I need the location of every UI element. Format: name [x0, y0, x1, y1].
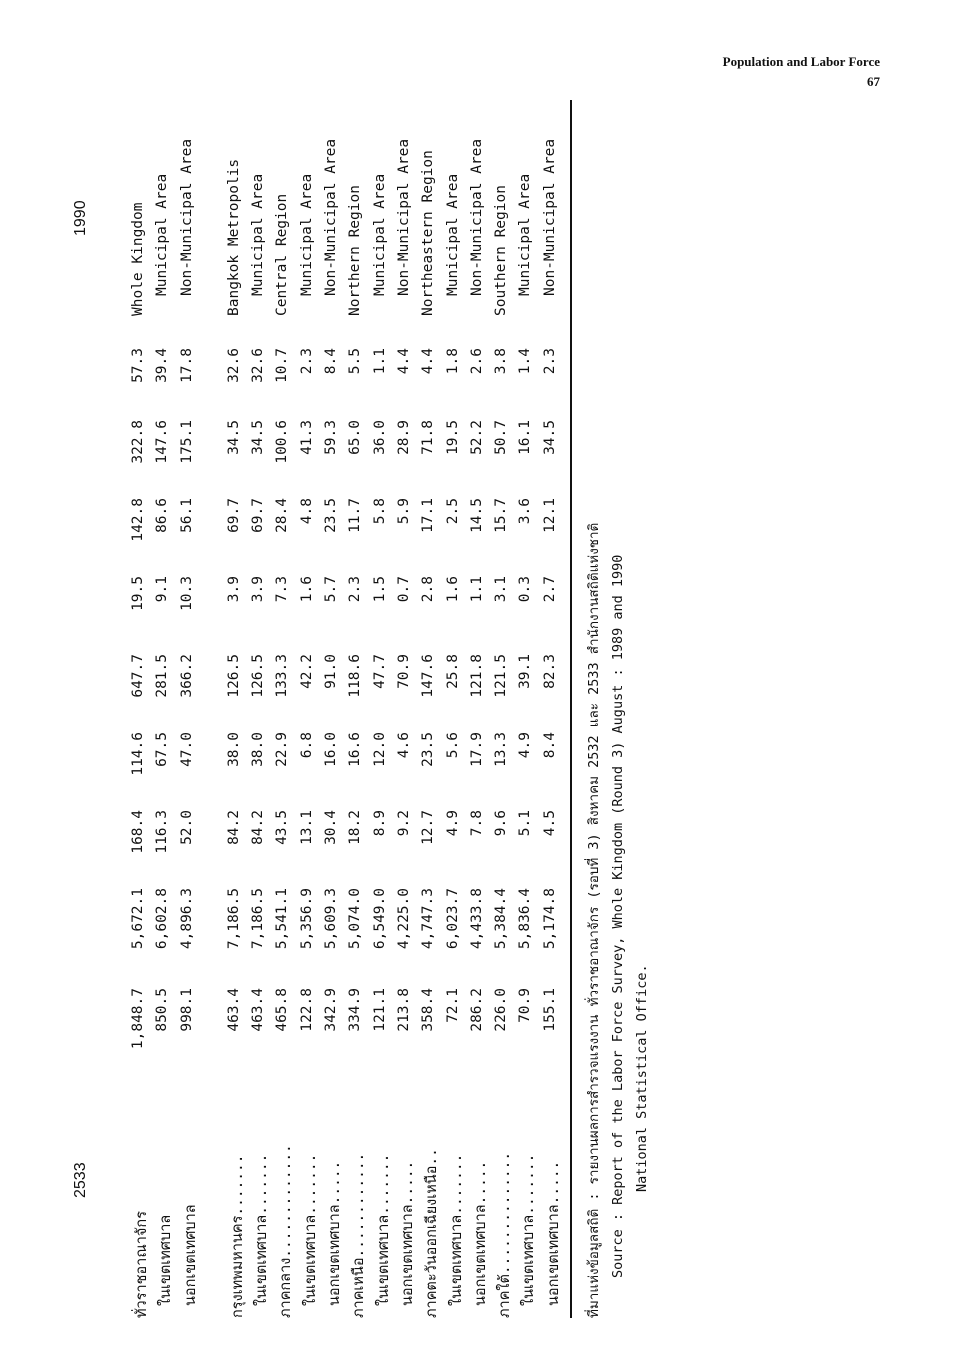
table-cell: 23.5	[420, 732, 437, 767]
running-head-title: Population and Labor Force	[722, 54, 880, 69]
table-row	[130, 98, 154, 1318]
table-cell: 50.7	[493, 420, 510, 455]
row-label-english: Northern Region	[347, 185, 364, 316]
table-cell: 3.8	[493, 348, 510, 375]
row-label-english: Non-Municipal Area	[178, 138, 195, 296]
table-cell: 4.9	[444, 810, 461, 837]
table-cell: 38.0	[225, 732, 242, 767]
table-cell: 34.5	[225, 420, 242, 455]
table-cell: 147.6	[420, 654, 437, 698]
table-cell: 19.5	[130, 576, 146, 611]
table-cell: 17.1	[420, 498, 437, 533]
table-cell: 126.5	[250, 654, 267, 698]
table-cell: 84.2	[225, 810, 242, 845]
table-cell: 7.8	[468, 810, 485, 837]
table-row	[274, 98, 298, 1318]
table-cell: 121.8	[468, 654, 485, 698]
table-cell: 11.7	[347, 498, 364, 533]
table-cell: 8.4	[323, 348, 340, 375]
year-header	[72, 98, 102, 1318]
row-label-thai: ในเขตเทศบาล.......	[254, 1153, 271, 1306]
table-cell: 71.8	[420, 420, 437, 455]
table-cell: 4.5	[541, 810, 558, 837]
table-cell: 121.5	[493, 654, 510, 698]
row-label-thai: นอกเขตเทศบาล.....	[545, 1160, 562, 1306]
table-cell: 42.2	[298, 654, 315, 689]
row-label-thai: ในเขตเทศบาล.......	[521, 1153, 538, 1306]
table-cell: 30.4	[323, 810, 340, 845]
table-cell: 126.5	[225, 654, 242, 698]
row-label-thai: นอกเขตเทศบาล.....	[472, 1160, 489, 1306]
table-cell: 2.3	[541, 348, 558, 375]
table-cell: 39.1	[517, 654, 534, 689]
row-label-english: Northeastern Region	[420, 150, 437, 316]
table-cell: 23.5	[323, 498, 340, 533]
table-cell: 57.3	[130, 348, 146, 383]
row-label-thai: ภาคเหนือ............	[351, 1152, 368, 1318]
table-row	[445, 98, 469, 1318]
table-cell: 28.9	[395, 420, 412, 455]
table-cell: 1.6	[444, 576, 461, 603]
source-english: Source : Report of the Labor Force Survey, Whole Kingdom (Round 3) August : 1989 and 1990	[610, 554, 626, 1278]
table-cell: 52.0	[178, 810, 195, 845]
table-cell: 13.1	[298, 810, 315, 845]
row-label-thai: นอกเขตเทศบาล.....	[327, 1160, 344, 1306]
table-cell: 286.2	[468, 988, 485, 1032]
table-cell: 17.9	[468, 732, 485, 767]
table-cell: 82.3	[541, 654, 558, 689]
table-cell: 5.8	[371, 498, 388, 525]
table-cell: 322.8	[130, 420, 146, 464]
table-cell: 4,896.3	[178, 888, 195, 950]
table-cell: 147.6	[154, 420, 171, 464]
row-label-thai: ในเขตเทศบาล.......	[375, 1153, 392, 1306]
table-cell: 114.6	[130, 732, 146, 776]
table-cell: 2.8	[420, 576, 437, 603]
table-cell: 69.7	[225, 498, 242, 533]
table-cell: 25.8	[444, 654, 461, 689]
table-bottom-rule	[570, 100, 572, 1318]
row-label-english: Whole Kingdom	[130, 202, 146, 316]
table-cell: 9.6	[493, 810, 510, 837]
table-cell: 70.9	[395, 654, 412, 689]
row-label-thai: ในเขตเทศบาล.......	[302, 1153, 319, 1306]
table-cell: 8.4	[541, 732, 558, 759]
table-cell: 358.4	[420, 988, 437, 1032]
row-label-english: Non-Municipal Area	[323, 138, 340, 296]
table-cell: 4.9	[517, 732, 534, 759]
rotated-table-page	[72, 98, 650, 1318]
table-cell: 334.9	[347, 988, 364, 1032]
table-cell: 213.8	[395, 988, 412, 1032]
table-cell: 121.1	[371, 988, 388, 1032]
table-cell: 2.3	[298, 348, 315, 375]
table-cell: 12.1	[541, 498, 558, 533]
running-head	[723, 52, 880, 92]
table-row	[396, 98, 420, 1318]
table-row	[323, 98, 347, 1318]
table-row	[179, 98, 203, 1318]
table-cell: 463.4	[225, 988, 242, 1032]
table-cell: 4.8	[298, 498, 315, 525]
table-cell: 3.9	[225, 576, 242, 603]
table-cell: 342.9	[323, 988, 340, 1032]
table-cell: 116.3	[154, 810, 171, 854]
page-number: 67	[867, 74, 880, 90]
table-cell: 10.7	[274, 348, 291, 383]
table-cell: 12.7	[420, 810, 437, 845]
table-cell: 168.4	[130, 810, 146, 854]
table-cell: 14.5	[468, 498, 485, 533]
row-label-english: Municipal Area	[444, 173, 461, 296]
table-cell: 226.0	[493, 988, 510, 1032]
table-cell: 1.1	[371, 348, 388, 375]
table-cell: 34.5	[250, 420, 267, 455]
table-row	[226, 98, 250, 1318]
table-cell: 52.2	[468, 420, 485, 455]
table-cell: 10.3	[178, 576, 195, 611]
row-label-english: Non-Municipal Area	[468, 138, 485, 296]
table-cell: 8.9	[371, 810, 388, 837]
table-row	[420, 98, 444, 1318]
table-cell: 7.3	[274, 576, 291, 603]
table-cell: 91.0	[323, 654, 340, 689]
table-cell: 32.6	[225, 348, 242, 383]
table-cell: 6,602.8	[154, 888, 171, 950]
table-cell: 16.6	[347, 732, 364, 767]
row-label-english: Municipal Area	[250, 173, 267, 296]
table-cell: 465.8	[274, 988, 291, 1032]
table-cell: 5,541.1	[274, 888, 291, 950]
row-label-english: Southern Region	[493, 185, 510, 316]
table-cell: 13.3	[493, 732, 510, 767]
table-cell: 5,609.3	[323, 888, 340, 950]
table-cell: 1,848.7	[130, 988, 146, 1050]
table-cell: 18.2	[347, 810, 364, 845]
table-cell: 5,836.4	[517, 888, 534, 950]
table-cell: 59.3	[323, 420, 340, 455]
table-cell: 72.1	[444, 988, 461, 1023]
table-row	[469, 98, 493, 1318]
table-cell: 6.8	[298, 732, 315, 759]
table-cell: 118.6	[347, 654, 364, 698]
table-row	[517, 98, 541, 1318]
row-label-thai: ภาคตะวันออกเฉียงเหนือ..	[424, 1148, 441, 1318]
row-label-thai: นอกเขตเทศบาล	[182, 1204, 199, 1306]
table-cell: 175.1	[178, 420, 195, 464]
table-cell: 39.4	[154, 348, 171, 383]
table-row	[493, 98, 517, 1318]
table-cell: 133.3	[274, 654, 291, 698]
table-cell: 1.5	[371, 576, 388, 603]
table-cell: 65.0	[347, 420, 364, 455]
row-label-english: Central Region	[274, 193, 291, 316]
table-cell: 122.8	[298, 988, 315, 1032]
table-cell: 2.7	[541, 576, 558, 603]
table-row	[347, 98, 371, 1318]
table-cell: 9.2	[395, 810, 412, 837]
table-row	[372, 98, 396, 1318]
table-cell: 5.1	[517, 810, 534, 837]
row-label-thai: นอกเขตเทศบาล.....	[399, 1160, 416, 1306]
table-cell: 9.1	[154, 576, 171, 603]
table-cell: 142.8	[130, 498, 146, 542]
table-cell: 4.6	[395, 732, 412, 759]
table-cell: 4,433.8	[468, 888, 485, 950]
row-label-thai: ภาคใต้..............	[497, 1151, 514, 1318]
table-cell: 5.7	[323, 576, 340, 603]
source-note	[582, 523, 654, 1318]
table-cell: 7,186.5	[225, 888, 242, 950]
table-cell: 4.4	[395, 348, 412, 375]
table-cell: 5,384.4	[493, 888, 510, 950]
statistics-table	[130, 98, 566, 1318]
table-cell: 998.1	[178, 988, 195, 1032]
table-cell: 56.1	[178, 498, 195, 533]
table-cell: 16.0	[323, 732, 340, 767]
table-cell: 47.0	[178, 732, 195, 767]
table-cell: 5,672.1	[130, 888, 146, 950]
row-label-english: Municipal Area	[298, 173, 315, 296]
table-cell: 366.2	[178, 654, 195, 698]
row-label-english: Bangkok Metropolis	[225, 158, 242, 316]
table-cell: 47.7	[371, 654, 388, 689]
table-cell: 1.6	[298, 576, 315, 603]
table-cell: 5.6	[444, 732, 461, 759]
table-cell: 1.1	[468, 576, 485, 603]
row-label-thai: ในเขตเทศบาล	[158, 1214, 175, 1306]
table-cell: 6,023.7	[444, 888, 461, 950]
table-cell: 1.8	[444, 348, 461, 375]
row-label-english: Non-Municipal Area	[395, 138, 412, 296]
table-cell: 155.1	[541, 988, 558, 1032]
table-cell: 5.9	[395, 498, 412, 525]
table-cell: 16.1	[517, 420, 534, 455]
table-cell: 84.2	[250, 810, 267, 845]
source-thai: ที่มาแห่งข้อมูลสถิติ : รายงานผลการสำรวจแรงงาน ทั่วราชอาณาจักร (รอบที่ 3) สิงหาคม 2532 และ 2533 สำนักงานสถิติแห่งชาติ	[586, 522, 602, 1318]
table-cell: 70.9	[517, 988, 534, 1023]
table-cell: 5,356.9	[298, 888, 315, 950]
table-row	[250, 98, 274, 1318]
table-cell: 4.4	[420, 348, 437, 375]
table-cell: 3.6	[517, 498, 534, 525]
table-cell: 22.9	[274, 732, 291, 767]
source-agency: National Statistical Office.	[634, 964, 650, 1192]
row-label-english: Non-Municipal Area	[541, 138, 558, 296]
row-label-english: Municipal Area	[154, 173, 171, 296]
table-row	[299, 98, 323, 1318]
table-row	[154, 98, 178, 1318]
table-cell: 34.5	[541, 420, 558, 455]
table-cell: 0.3	[517, 576, 534, 603]
table-row	[542, 98, 566, 1318]
table-cell: 41.3	[298, 420, 315, 455]
table-cell: 28.4	[274, 498, 291, 533]
table-cell: 3.9	[250, 576, 267, 603]
table-cell: 5.5	[347, 348, 364, 375]
table-cell: 2.5	[444, 498, 461, 525]
table-cell: 17.8	[178, 348, 195, 383]
table-cell: 32.6	[250, 348, 267, 383]
table-cell: 5,074.0	[347, 888, 364, 950]
table-cell: 38.0	[250, 732, 267, 767]
table-cell: 15.7	[493, 498, 510, 533]
table-cell: 19.5	[444, 420, 461, 455]
row-label-english: Municipal Area	[517, 173, 534, 296]
table-cell: 100.6	[274, 420, 291, 464]
table-cell: 7,186.5	[250, 888, 267, 950]
table-cell: 69.7	[250, 498, 267, 533]
table-cell: 463.4	[250, 988, 267, 1032]
table-cell: 12.0	[371, 732, 388, 767]
year-thai: 2533	[72, 1162, 89, 1198]
table-cell: 281.5	[154, 654, 171, 698]
table-cell: 0.7	[395, 576, 412, 603]
table-cell: 43.5	[274, 810, 291, 845]
table-cell: 86.6	[154, 498, 171, 533]
table-cell: 647.7	[130, 654, 146, 698]
table-cell: 5,174.8	[541, 888, 558, 950]
row-label-thai: ในเขตเทศบาล.......	[448, 1153, 465, 1306]
table-cell: 3.1	[493, 576, 510, 603]
table-cell: 4,747.3	[420, 888, 437, 950]
row-label-thai: ทั่วราชอาณาจักร	[134, 1211, 150, 1318]
table-cell: 1.4	[517, 348, 534, 375]
table-cell: 36.0	[371, 420, 388, 455]
year-english: 1990	[72, 200, 89, 236]
row-label-english: Municipal Area	[371, 173, 388, 296]
table-cell: 4,225.0	[395, 888, 412, 950]
table-cell: 2.6	[468, 348, 485, 375]
row-label-thai: กรุงเทพมหานคร.......	[229, 1154, 246, 1318]
table-cell: 2.3	[347, 576, 364, 603]
table-cell: 850.5	[154, 988, 171, 1032]
row-label-thai: ภาคกลาง.............	[278, 1144, 295, 1318]
table-cell: 67.5	[154, 732, 171, 767]
table-cell: 6,549.0	[371, 888, 388, 950]
